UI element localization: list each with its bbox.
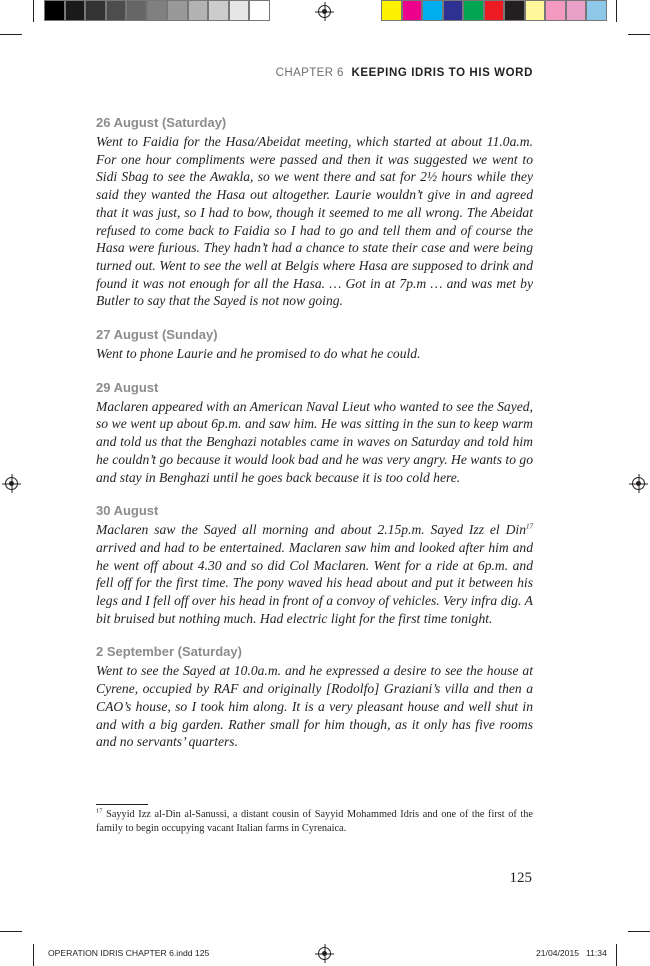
diary-entry (96, 326, 533, 363)
color-swatch (484, 0, 505, 21)
color-swatch (188, 0, 209, 21)
color-swatch (208, 0, 229, 21)
page-number: 125 (509, 870, 532, 886)
slug-date: 21/04/2015 (536, 948, 580, 958)
color-swatch (126, 0, 147, 21)
footnote-rule (96, 804, 148, 805)
page-body (96, 114, 533, 767)
color-swatch (65, 0, 86, 21)
diary-entry (96, 643, 533, 751)
crop-mark (628, 931, 650, 932)
color-swatch (402, 0, 423, 21)
entry-date: 2 September (Saturday) (96, 644, 242, 660)
entry-date: 30 August (96, 503, 159, 519)
entry-body-part: Maclaren saw the Sayed all morning and about 2.15p.m. Sayed Izz el Din (96, 522, 526, 538)
color-swatch (443, 0, 464, 21)
entry-body: Went to Faidia for the Hasa/Abeidat meeting, which started at about 11.0a.m. For one hour compliments were passed and then it was suggested we went to Sidi Sbag to see the Awakla, so we went there and sat for 2½ hours while they said they wanted the Hasa out altogether. Laurie wouldn’t give in and agreed that it was just, so I had to bow, though it seemed to me all wrong. The Abeidat refused to come back to Faidia so I had to go and tell them and of course the Hasa were furious. They hadn’t had a chance to state their case and were being turned out. Went to see the well at Belgis where Hasa are supposed to drink and found it was not enough for all the Hasa. … Got in at 7p.m … and was met by Butler to say that the Sayed is not now going. (96, 134, 533, 309)
registration-mark-icon (632, 477, 645, 490)
color-swatch (229, 0, 250, 21)
color-swatch (504, 0, 525, 21)
entry-date: 27 August (Sunday) (96, 327, 218, 343)
entry-body: Maclaren appeared with an American Naval Lieut who wanted to see the Sayed, so we went up about 6p.m. and saw him. He was sitting in the sun to keep warm and told us that the Benghazi notables came in waves on Saturday and told him he couldn’t go because it would look bad and he was very angry. He wants to go and stay in Benghazi until he goes back because it is too cold here. (96, 398, 533, 485)
footnote-reference[interactable]: 17 (526, 522, 533, 531)
entry-body (96, 521, 533, 627)
slug-file-name: OPERATION IDRIS CHAPTER 6.indd 125 (48, 948, 210, 958)
diary-entry (96, 379, 533, 487)
color-swatch (147, 0, 168, 21)
entry-body: Went to see the Sayed at 10.0a.m. and he expressed a desire to see the house at Cyrene, occupied by RAF and originally [Rodolfo] Graziani’s villa and then a CAO’s house, so I took him along. It is a very pleasant house and well shut in and with a big garden. Rather small for him though, as it only has five rooms and no servants’ quarters. (96, 663, 533, 750)
color-swatch (85, 0, 106, 21)
entry-body-part: arrived and had to be entertained. Maclaren saw him and looked after him and he went off about 4.30 and so did Col Maclaren. Went for a ride at 6p.m. and fell off for the first time. The pony waved his head about and put it between his legs and I fell off over his head in front of a convoy of vehicles. Very infra dig. A bit bruised but nothing much. Had electric light for the first time tonight. (96, 539, 533, 626)
crop-mark (616, 0, 617, 22)
color-swatch (167, 0, 188, 21)
running-head (96, 67, 533, 79)
color-swatch (586, 0, 607, 21)
color-swatch (525, 0, 546, 21)
registration-mark-icon (5, 477, 18, 490)
diary-entry (96, 502, 533, 627)
footnote-number: 17 (96, 807, 103, 815)
crop-mark (628, 34, 650, 35)
color-swatch (106, 0, 127, 21)
entry-date: 26 August (Saturday) (96, 115, 227, 130)
diary-entry (96, 114, 533, 310)
entry-body: Went to phone Laurie and he promised to do what he could. (96, 346, 421, 362)
color-swatch (249, 0, 270, 21)
color-swatch (44, 0, 65, 21)
crop-mark (33, 0, 34, 22)
entry-date: 29 August (96, 379, 159, 395)
crop-mark (616, 944, 617, 966)
registration-mark-icon (318, 947, 331, 960)
slug-time: 11:34 (586, 948, 607, 958)
color-swatch (422, 0, 443, 21)
color-swatch (463, 0, 484, 21)
color-swatch (545, 0, 566, 21)
crop-mark (33, 944, 34, 966)
footnote-text: Sayyid Izz al-Din al-Sanussi, a distant cousin of Sayyid Mohammed Idris and one of the first of the family to begin occupying vacant Italian farms in Cyrenaica. (96, 809, 533, 834)
registration-mark-icon (318, 5, 331, 18)
running-head-chapter: CHAPTER 6 (275, 67, 344, 79)
color-swatch (381, 0, 402, 21)
running-head-title: KEEPING IDRIS TO HIS WORD (351, 67, 533, 79)
crop-mark (0, 34, 22, 35)
crop-mark (0, 931, 22, 932)
footnote (96, 808, 533, 835)
color-swatch (566, 0, 587, 21)
